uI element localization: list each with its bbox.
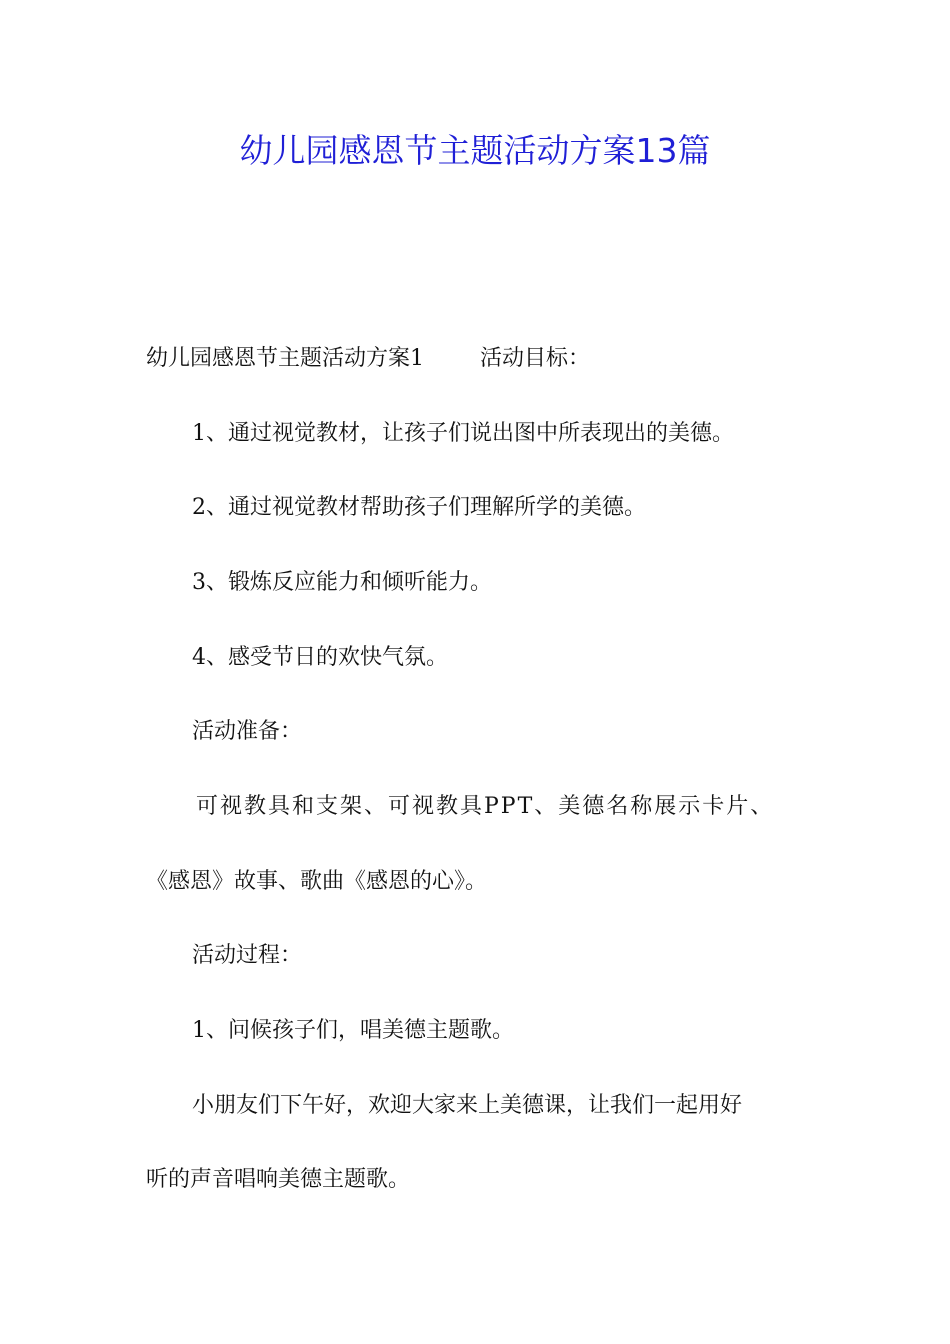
- process-label: 活动过程：: [192, 943, 303, 968]
- prep-label: 活动准备：: [192, 719, 303, 744]
- section-heading-line: [146, 343, 590, 375]
- section-heading: 幼儿园感恩节主题活动方案1: [146, 346, 424, 371]
- goal-item: 3、锻炼反应能力和倾听能力。: [192, 570, 492, 595]
- prep-text-line-1: 可视教具和支架、可视教具PPT、美德名称展示卡片、: [196, 794, 775, 819]
- goal-item: 2、通过视觉教材帮助孩子们理解所学的美德。: [192, 495, 646, 520]
- prep-text-line-2: 《感恩》故事、歌曲《感恩的心》。: [146, 869, 488, 894]
- goal-item: 1、通过视觉教材，让孩子们说出图中所表现出的美德。: [192, 421, 734, 446]
- paragraph-line-2: 听的声音唱响美德主题歌。: [146, 1167, 411, 1192]
- process-step: 1、问候孩子们，唱美德主题歌。: [192, 1018, 514, 1043]
- document-title: 幼儿园感恩节主题活动方案13篇: [239, 131, 711, 170]
- goal-item: 4、感受节日的欢快气氛。: [192, 645, 448, 670]
- paragraph-line-1: 小朋友们下午好，欢迎大家来上美德课，让我们一起用好: [192, 1093, 743, 1118]
- goals-label: 活动目标：: [480, 346, 591, 371]
